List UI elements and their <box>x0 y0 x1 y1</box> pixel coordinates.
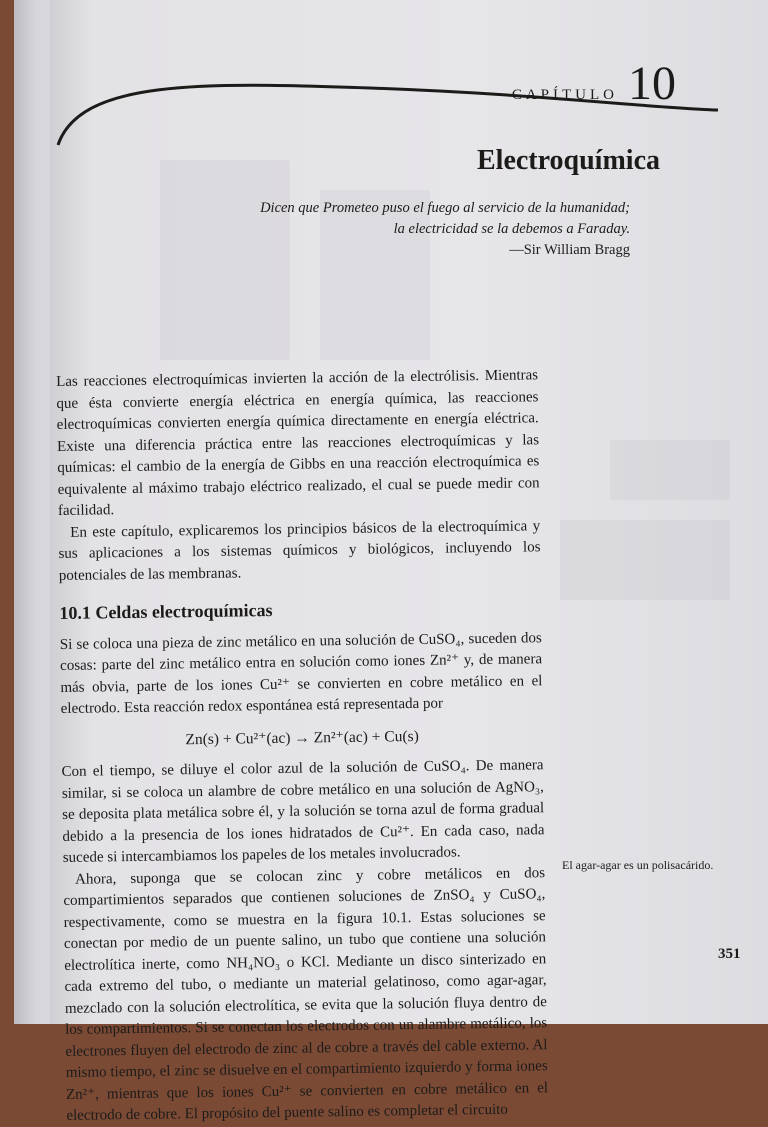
epigraph-author: —Sir William Bragg <box>509 242 630 258</box>
chapter-label <box>511 57 676 110</box>
intro-paragraph: Las reacciones electroquímicas invierten la acción de la electrólisis. Mientras que ésta convierte energía eléctrica en energía química, las reacciones electroquímicas convierten energía química directamente en energía eléctrica. Existe una diferencia práctica entre las reacciones electroquímicas y las químicas: el cambio de la energía de Gibbs en una reacción electroquímica es equivalente al máximo trabajo eléctrico realizado, el cual se puede medir con facilidad. <box>56 367 540 519</box>
show-through-figure <box>610 440 730 500</box>
book-page <box>50 0 768 1124</box>
chapter-number: 10 <box>628 57 676 110</box>
section-heading: 10.1 Celdas electroquímicas <box>59 600 273 623</box>
body-text <box>56 365 549 1127</box>
page-number: 351 <box>718 946 741 962</box>
reaction-equation: Zn(s) + Cu²⁺(ac) → Zn²⁺(ac) + Cu(s) <box>185 727 419 748</box>
epigraph <box>260 198 630 261</box>
margin-note: El agar-agar es un polisacárido. <box>562 858 714 872</box>
section-paragraph: Ahora, suponga que se colocan zinc y cobre metálicos en dos compartimientos separados que contienen soluciones de ZnSO₄ y CuSO₄, respectivamente, como se muestra en la figura 10.1. Estas soluciones se conectan por medio de un puente salino, un tubo que contiene una solución electrolítica inerte, como NH₄NO₃ o KCl. Mediante un disco sinterizado en cada extremo del tubo, o mediante un material gelatinoso, como agar-agar, mezclado con la solución electrolítica, se evita que la solución fluya dentro de los compartimientos. Si se conectan los electrodos con un alambre metálico, los electrones fluyen del electrodo de zinc al de cobre a través del cable externo. Al mismo tiempo, el zinc se disuelve en el compartimiento izquierdo y forma iones Zn²⁺, mientras que los iones Cu²⁺ se convierten en cobre metálico en el electrodo de cobre. El propósito del puente salino es completar el circuito <box>63 864 549 1124</box>
chapter-title: Electroquímica <box>476 145 660 176</box>
section-paragraph: Con el tiempo, se diluye el color azul de la solución de CuSO₄. De manera similar, si se coloca un alambre de cobre metálico en una solución de AgNO₃, se deposita plata metálica sobre él, y la solución se torna azul de forma gradual debido a la presencia de los iones hidratados de Cu²⁺. En cada caso, nada sucede si intercambiamos los papeles de los metales involucrados. <box>61 757 545 866</box>
chapter-word: CAPÍTULO <box>511 87 618 103</box>
epigraph-line: Dicen que Prometeo puso el fuego al servicio de la humanidad; <box>260 200 630 216</box>
show-through-figure <box>560 520 730 600</box>
intro-paragraph: En este capítulo, explicaremos los principios básicos de la electroquímica y sus aplicaciones a los sistemas químicos y biológicos, incluyendo los potenciales de las membranas. <box>58 517 541 584</box>
section-paragraph: Si se coloca una pieza de zinc metálico en una solución de CuSO₄, suceden dos cosas: parte del zinc metálico entra en solución como iones Zn²⁺ y, de manera más obvia, parte de los iones Cu²⁺ se convierten en cobre metálico en el electrodo. Esta reacción redox espontánea está representada por <box>59 629 543 717</box>
epigraph-line: la electricidad se la debemos a Faraday. <box>393 221 630 237</box>
